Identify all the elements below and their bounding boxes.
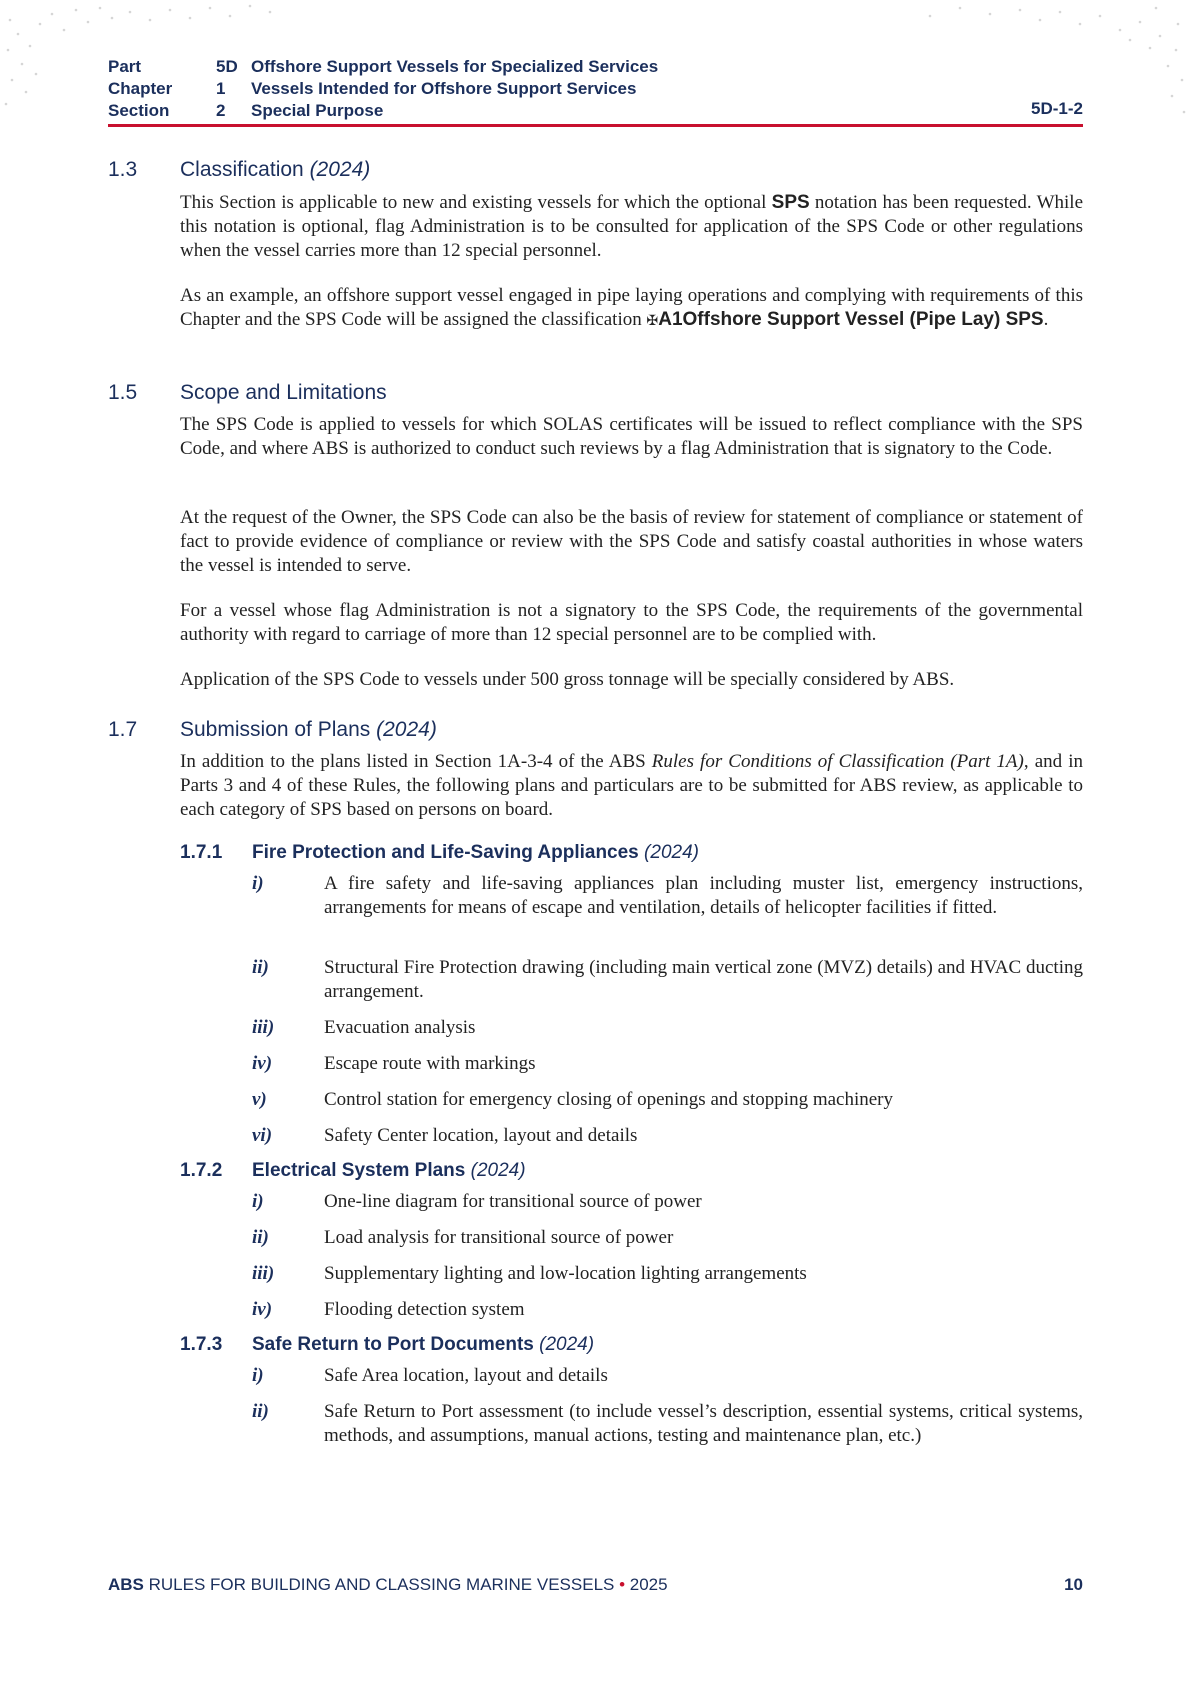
text-run: , and in Parts 3 and 4 of these Rules, the following plans and particulars are to be submitted for ABS review, as applicable to each category of SPS based on persons on board. — [180, 751, 1083, 820]
list-item — [252, 1190, 1083, 1214]
footer-year: 2025 — [625, 1575, 668, 1594]
section-1-3-number: 1.3 — [108, 158, 138, 181]
section-1-7-number: 1.7 — [108, 718, 138, 741]
sps-notation: SPS — [771, 192, 810, 213]
section-1-3-paragraph-1 — [180, 191, 1083, 263]
list-item — [252, 1298, 1083, 1322]
section-1-7-year: (2024) — [376, 718, 437, 741]
list-item-text: Safety Center location, layout and details — [324, 1125, 638, 1146]
subsection-1-7-3-year: (2024) — [539, 1334, 595, 1355]
list-item-text: Evacuation analysis — [324, 1017, 476, 1038]
subsection-1-7-3-number: 1.7.3 — [180, 1334, 223, 1355]
list-marker: i) — [252, 1365, 264, 1386]
list-marker: ii) — [252, 1401, 269, 1422]
section-1-5-paragraph-2: At the request of the Owner, the SPS Code can also be the basis of review for statement of compliance or statement of fact to provide evidence of compliance or review with the SPS Code and satisfy coastal authorities in whose waters the vessel is intended to serve. — [180, 507, 1083, 576]
list-item-text: A fire safety and life-saving appliances plan including muster list, emergency instructions, arrangements for means of escape and ventilation, details of helicopter facilities if fitted. — [324, 873, 1083, 918]
text-run: As an example, an offshore support vessel engaged in pipe laying operations and complying with requirements of this Chapter and the SPS Code will be assigned the classification — [180, 285, 1083, 330]
list-item — [252, 1262, 1083, 1286]
classification-notation: A1Offshore Support Vessel (Pipe Lay) SPS — [658, 309, 1044, 330]
header-part-label: Part — [108, 57, 142, 76]
section-1-7-title: Submission of Plans — [180, 718, 371, 741]
list-item — [252, 1052, 1083, 1076]
list-marker: iii) — [252, 1263, 275, 1284]
footer-brand: ABS — [108, 1575, 144, 1594]
list-marker: ii) — [252, 1227, 269, 1248]
list-item-text: Escape route with markings — [324, 1053, 536, 1074]
list-item-text: Safe Area location, layout and details — [324, 1365, 608, 1386]
subsection-1-7-3-heading — [252, 1334, 594, 1356]
list-item-text: One-line diagram for transitional source of power — [324, 1191, 702, 1212]
list-marker: iv) — [252, 1299, 273, 1320]
list-marker: v) — [252, 1089, 267, 1110]
header-section-number: 2 — [216, 101, 226, 120]
footer-separator: • — [619, 1575, 626, 1594]
subsection-1-7-1-title: Fire Protection and Life-Saving Appliances — [252, 842, 639, 863]
section-1-7-heading — [180, 718, 437, 742]
text-run: notation has been requested. While this notation is optional, flag Administration is to be consulted for application of the SPS Code or other regulations when the vessel carries more than 12 special personnel. — [180, 192, 1084, 261]
section-1-5-paragraph-4: Application of the SPS Code to vessels under 500 gross tonnage will be specially considered by ABS. — [180, 669, 955, 690]
section-1-5-paragraph-3: For a vessel whose flag Administration is not a signatory to the SPS Code, the requirements of the governmental authority with regard to carriage of more than 12 special personnel are to be complied with. — [180, 600, 1083, 645]
section-1-7-paragraph-1 — [180, 750, 1083, 822]
header-part-title: Offshore Support Vessels for Specialized Services — [251, 57, 659, 76]
list-item-text: Control station for emergency closing of openings and stopping machinery — [324, 1089, 894, 1110]
section-1-5-title: Scope and Limitations — [180, 381, 387, 404]
page-footer — [108, 1575, 1083, 1595]
list-marker: vi) — [252, 1125, 273, 1146]
list-item-text: Structural Fire Protection drawing (including main vertical zone (MVZ) details) and HVAC ducting arrangement. — [324, 957, 1083, 1002]
list-marker: i) — [252, 873, 264, 894]
list-item — [252, 1088, 1083, 1112]
list-item — [252, 872, 1083, 920]
text-run: . — [1043, 309, 1049, 330]
section-1-3-title: Classification — [180, 158, 304, 181]
subsection-1-7-2-year: (2024) — [470, 1160, 526, 1181]
section-1-3-year: (2024) — [309, 158, 371, 181]
list-item — [252, 956, 1083, 1004]
text-run: In addition to the plans listed in Section 1A-3-4 of the ABS — [180, 751, 652, 772]
header-divider — [108, 124, 1083, 127]
header-chapter-title: Vessels Intended for Offshore Support Services — [251, 79, 637, 98]
page-number: 10 — [1064, 1575, 1083, 1594]
footer-title: RULES FOR BUILDING AND CLASSING MARINE VESSELS — [143, 1575, 620, 1594]
subsection-1-7-2-heading — [252, 1160, 526, 1182]
section-1-3-heading — [180, 158, 370, 182]
list-item — [252, 1400, 1083, 1448]
subsection-1-7-2-number: 1.7.2 — [180, 1160, 223, 1181]
subsection-1-7-3-title: Safe Return to Port Documents — [252, 1334, 534, 1355]
list-item — [252, 1364, 1083, 1388]
list-marker: i) — [252, 1191, 264, 1212]
list-item-text: Flooding detection system — [324, 1299, 525, 1320]
list-marker: ii) — [252, 957, 269, 978]
header-chapter-label: Chapter — [108, 79, 173, 98]
list-item-text: Supplementary lighting and low-location lighting arrangements — [324, 1263, 807, 1284]
subsection-1-7-2-title: Electrical System Plans — [252, 1160, 466, 1181]
rules-reference: Rules for Conditions of Classification (Part 1A) — [651, 751, 1024, 772]
list-marker: iv) — [252, 1053, 273, 1074]
section-1-5-paragraph-1: The SPS Code is applied to vessels for which SOLAS certificates will be issued to reflect compliance with the SPS Code, and where ABS is authorized to conduct such reviews by a flag Administration that is signatory to the Code. — [180, 414, 1083, 459]
text-run: This Section is applicable to new and existing vessels for which the optional — [180, 192, 772, 213]
list-item — [252, 1226, 1083, 1250]
section-1-5-number: 1.5 — [108, 381, 138, 404]
header-section-code: 5D-1-2 — [1031, 99, 1083, 118]
list-item-text: Safe Return to Port assessment (to include vessel’s description, essential systems, critical systems, methods, and assumptions, manual actions, testing and maintenance plan, etc.) — [324, 1401, 1083, 1446]
header-section-label: Section — [108, 101, 170, 120]
list-item — [252, 1124, 1083, 1148]
list-marker: iii) — [252, 1017, 275, 1038]
header-section-title: Special Purpose — [251, 101, 384, 120]
subsection-1-7-1-year: (2024) — [644, 842, 699, 863]
subsection-1-7-1-heading — [252, 842, 699, 864]
header-part-number: 5D — [216, 57, 238, 76]
list-item — [252, 1016, 1083, 1040]
header-chapter-number: 1 — [216, 79, 226, 98]
section-1-3-paragraph-2 — [180, 284, 1083, 332]
maltese-cross-icon: ✠ — [646, 312, 659, 328]
subsection-1-7-1-number: 1.7.1 — [180, 842, 223, 863]
list-item-text: Load analysis for transitional source of power — [324, 1227, 674, 1248]
